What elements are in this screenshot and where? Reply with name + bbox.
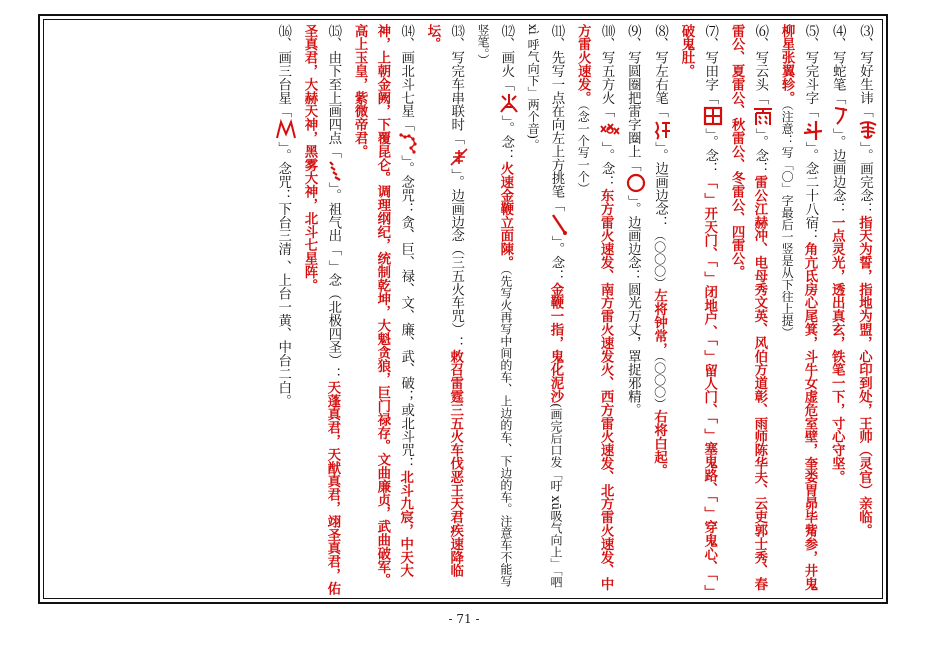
big-dipper-talisman-icon [397, 131, 421, 155]
four-dots-talisman-icon [324, 158, 348, 182]
item-7: ⑺、写田字「 」。念：「 」开天门、「 」闭地户、「 」留人门、「 」塞鬼路、「 」穿鬼心、「 」破鬼肚。 [675, 24, 725, 596]
item-16: ⒃、画三台星「 」。念咒：下台三清 、上台一黄、中台二白。 [272, 24, 298, 596]
item-4: ⑷、写蛇笔「 」。边画边念：一点灵光，透出真玄，铁笔一下，寸心守坚。 [825, 24, 852, 596]
item-5: ⑸、写完斗字「 」。念二十八宿：角亢氐房心尾箕，斗牛女虚危室壁，奎娄胃昴毕觜参，井鬼柳星张翼轸。（注意：写「〇」字最后一竖是从下往上提） [775, 24, 825, 596]
item-8: ⑻、写左右笔「 」。边画边念：（〇〇〇）左将钟常，（〇〇〇）右将白起。 [648, 24, 675, 596]
item-6: ⑹、写云头「 」。念：雷公江赫冲、电母秀文英、风伯方道彰、雨师陈华夫、云吏郭士秀、春雷公、夏雷公、秋雷公、冬雷公、四雷公。 [725, 24, 775, 596]
dou-char-talisman-icon [801, 118, 825, 142]
item-15: ⒂、由下至上画四点「 」。祖气出「 」念（北极四圣）：天蓬真君，天猷真君，翊圣真君，佑圣真君，大赫天神，黑雾大神，北斗七星阵。 [298, 24, 348, 596]
whip-stroke-talisman-icon [547, 212, 571, 236]
three-stars-talisman-icon [274, 118, 298, 142]
cloud-head-talisman-icon [751, 104, 775, 128]
item-3: ⑶、写好生讳「 」。画完念：指天为誓，指地为盟，心印到处，王帅（灵官）亲临。 [853, 24, 880, 596]
vertical-text-body [46, 24, 880, 596]
circle-talisman-icon [624, 171, 648, 195]
five-fire-talisman-icon [598, 118, 622, 142]
tian-char-talisman-icon [701, 104, 725, 128]
chariot-talisman-icon [447, 145, 471, 169]
fire-talisman-icon [497, 91, 521, 115]
item-12: ⑿、画火「 」。念：火速金鞭立面陳。（先写火再写中间的车、上边的车、下边的车。注意车不能写竖笔。） [471, 24, 521, 596]
item-11: ⑾、先写一点在向左上方挑笔「 」。念：金鞭一指，鬼化泥沙(画完后口发「吁 xū吸气向上」「呬 xì 呼气向下」两个音)。 [521, 24, 571, 596]
snake-stroke-talisman-icon [829, 104, 853, 128]
seal-char-talisman-icon [856, 118, 880, 142]
item-13: ⒀、写完车串联时「 」。边画边念（三五火车咒）：敕召雷霆三五火车伐恶王天君疾速降临坛。 [421, 24, 471, 596]
page-number: - 71 - [448, 612, 480, 626]
item-10: ⑽、写五方火「 」。念：东方雷火速发、南方雷火速发火、西方雷火速发、北方雷火速发、中方雷火速发。（念一个写一个） [571, 24, 621, 596]
item-14: ⒁、画北斗七星「 」。念咒：贪、巨、禄、文、廉、武、破；或北斗咒：北斗九宸，中天大神，上朝金阙，下覆昆仑。调理纲纪，统制乾坤，大魁贪狼，巨门禄存。文曲廉贞，武曲破军。高上玉皇，紫微帝君。 [348, 24, 421, 596]
left-right-stroke-talisman-icon [651, 118, 675, 142]
item-9: ⑼、写圆圈把雷字圈上「 」。边画边念：圆光万丈，罩捉邪精。 [622, 24, 648, 596]
